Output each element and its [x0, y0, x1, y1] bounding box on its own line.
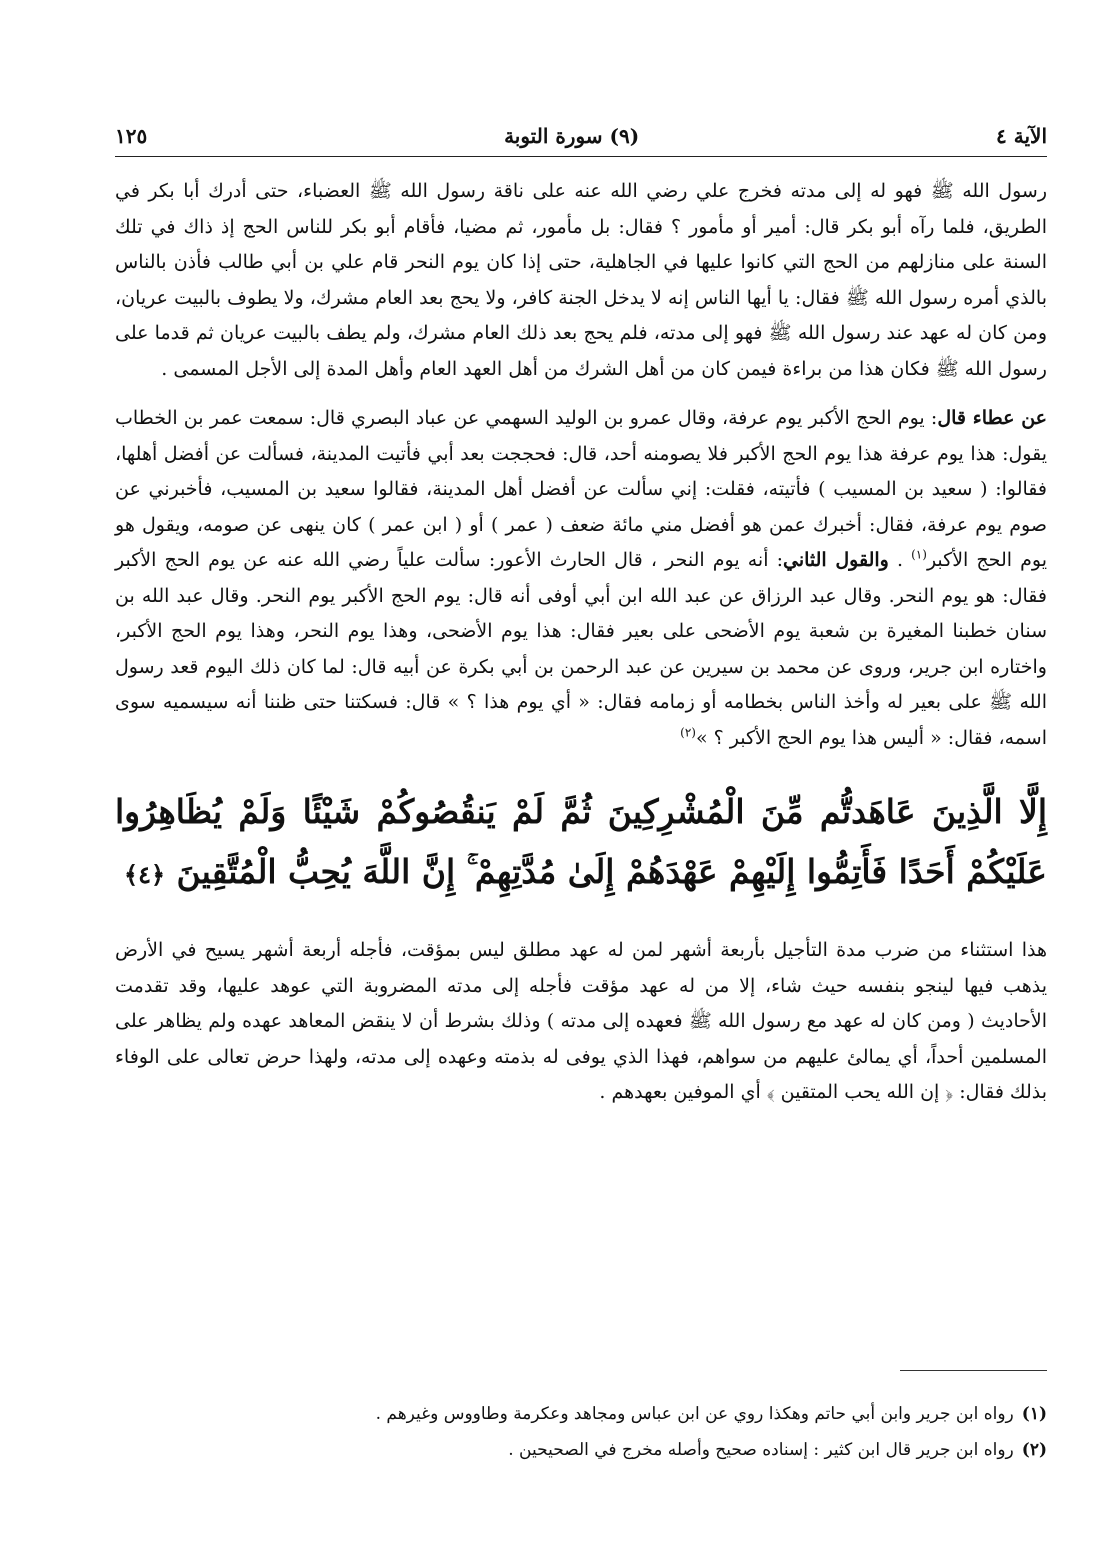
paragraph-1: رسول الله ﷺ فهو له إلى مدته فخرج علي رضي الله عنه على ناقة رسول الله ﷺ العضباء، حتى أدرك أبا بكر في الطريق، فلما رآه أبو بكر قال: أمير أو مأمور ؟ فقال: بل مأمور، ثم مضيا، فأقام أبو بكر للناس الحج إذ ذاك في تلك السنة على منازلهم من الحج التي كانوا عليها في الجاهلية، حتى إذا كان يوم النحر قام علي بن أبي طالب فأذن بالناس بالذي أمره رسول الله ﷺ فقال: يا أيها الناس إنه لا يدخل الجنة كافر، ولا يحج بعد العام مشرك، ولا يطوف بالبيت عريان، ومن كان له عهد عند رسول الله ﷺ فهو إلى مدته، فلم يحج بعد ذلك العام مشرك، ولم يطف بالبيت عريان ثم قدما على رسول الله ﷺ فكان هذا من براءة فيمن كان من أهل الشرك من أهل العهد العام وأهل المدة إلى الأجل المسمى . [115, 180, 1047, 380]
footnote-separator [900, 1370, 1047, 1371]
quran-verse-text: إِلَّا الَّذِينَ عَاهَدتُّم مِّنَ الْمُشْرِكِينَ ثُمَّ لَمْ يَنقُصُوكُمْ شَيْئًا وَلَمْ يُظَاهِرُوا عَلَيْكُمْ أَحَدًا فَأَتِمُّوا إِلَيْهِمْ عَهْدَهُمْ إِلَىٰ مُدَّتِهِمْ ۚ إِنَّ اللَّهَ يُحِبُّ الْمُتَّقِينَ [115, 792, 1047, 891]
paragraph-3: هذا استثناء من ضرب مدة التأجيل بأربعة أشهر لمن له عهد مطلق ليس بمؤقت، فأجله أربعة أشهر يسيح في الأرض يذهب فيها لينجو بنفسه حيث شاء، إلا من له عهد مؤقت فأجله إلى مدته المضروبة التي عوهد عليها، وقد تقدمت الأحاديث ( ومن كان له عهد مع رسول الله ﷺ فعهده إلى مدته ) وذلك بشرط أن لا ينقض المعاهد عهده ولم يظاهر على المسلمين أحداً، أي يمالئ عليهم من سواهم، فهذا الذي يوفى له بذمته وعهده إلى مدته، ولهذا حرض تعالى على الوفاء بذلك فقال: ﴿ إن الله يحب المتقين ﴾ أي الموفين بعهدهم . [115, 939, 1047, 1103]
footnote-ref-1: (١) [911, 547, 927, 562]
page-number: ١٢٥ [115, 124, 148, 148]
paragraph-2-text-c: : أنه يوم النحر ، قال الحارث الأعور: سألت علياً رضي الله عنه عن يوم الحج الأكبر فقال: هو يوم النحر. وقال عبد الرزاق عن عبد الله ابن أبي أوفى أنه قال: يوم الحج الأكبر يوم النحر. وقال عبد الله بن سنان خطبنا المغيرة بن شعبة يوم الأضحى على بعير فقال: هذا يوم الأضحى، وهذا يوم النحر، وهذا يوم الحج الأكبر، واختاره ابن جرير، وروى عن محمد بن سيرين عن عبد الرحمن بن أبي بكرة عن أبيه قال: لما كان ذلك اليوم قعد رسول الله ﷺ على بعير له وأخذ الناس بخطامه أو زمامه فقال: « أي يوم هذا ؟ » قال: فسكتنا حتى ظننا أنه سيسميه سوى اسمه، فقال: « أليس هذا يوم الحج الأكبر ؟ » [115, 549, 1047, 749]
paragraph-2 [115, 401, 1047, 756]
paragraph-2-lead: عن عطاء قال [937, 407, 1047, 429]
footnote-2 [115, 1432, 1047, 1468]
page-header [115, 116, 1047, 157]
paragraph-2-text-a: : يوم الحج الأكبر يوم عرفة، وقال عمرو بن الوليد السهمي عن عباد البصري قال: سمعت عمر بن الخطاب يقول: هذا يوم عرفة هذا يوم الحج الأكبر فلا يصومنه أحد، قال: فحججت بعد أبي فأتيت المدينة، فسألت عن أفضل أهلها، فقالوا: ( سعيد بن المسيب ) فأتيته، فقلت: إني سألت عن أفضل أهل المدينة، فقالوا سعيد بن المسيب، فأخبرني عن صوم يوم عرفة، فقال: أخبرك عمن هو أفضل مني مائة ضعف ( عمر ) أو ( ابن عمر ) كان ينهى عن صومه، ويقول هو يوم الحج الأكبر [115, 407, 1047, 571]
footnote-2-number: (٢) [1021, 1440, 1047, 1460]
paragraph-2-text-b: . [888, 549, 912, 571]
footnote-2-text: رواه ابن جرير قال ابن كثير : إسناده صحيح وأصله مخرج في الصحيحين . [508, 1440, 1014, 1460]
footnotes [115, 1396, 1047, 1468]
surah-title: (٩) سورة التوبة [504, 124, 640, 148]
paragraph-2-lead-2: والقول الثاني [782, 549, 889, 571]
footnote-1 [115, 1396, 1047, 1432]
footnote-ref-2: (٢) [680, 725, 696, 740]
quran-verse [115, 782, 1047, 905]
verse-label: الآية ٤ [996, 124, 1047, 148]
page-body [115, 174, 1047, 1111]
footnote-1-text: رواه ابن جرير وابن أبي حاتم وهكذا روي عن ابن عباس ومجاهد وعكرمة وطاووس وغيرهم . [375, 1404, 1014, 1424]
footnote-1-number: (١) [1021, 1404, 1047, 1424]
ayah-number-marker: ﴿٤﴾ [124, 860, 166, 889]
